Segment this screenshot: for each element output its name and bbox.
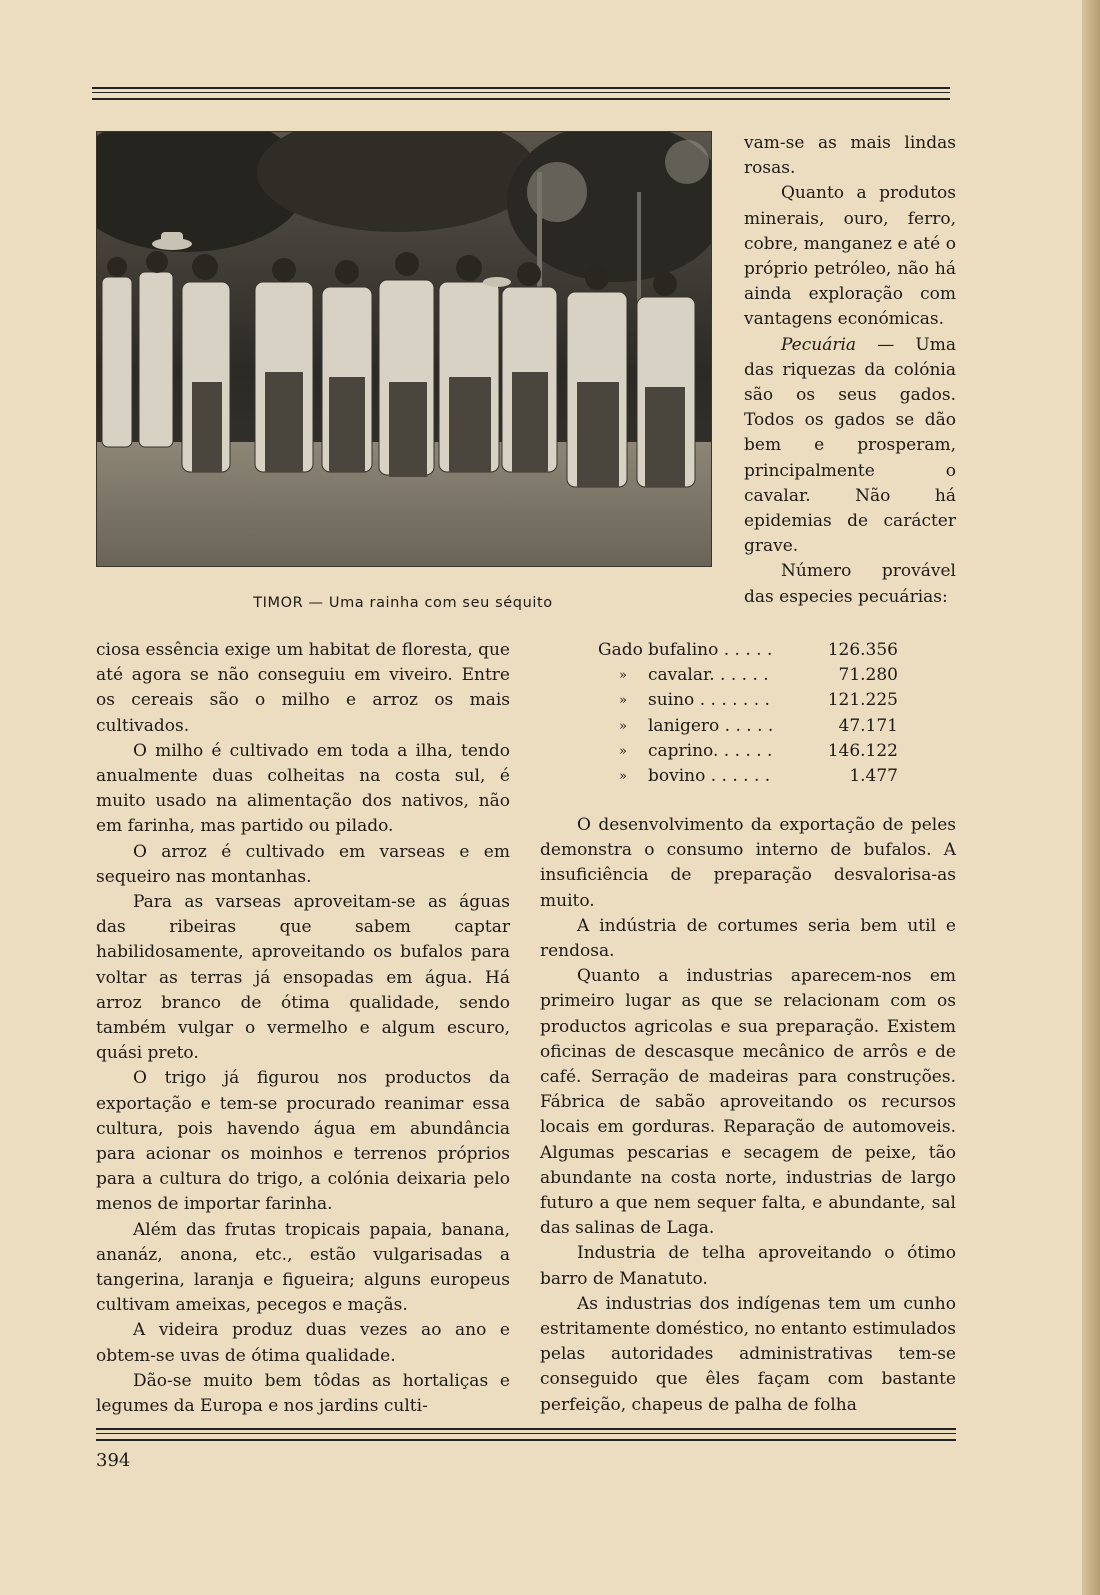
paragraph: O arroz é cultivado em varseas e em sequeiro nas montanhas.	[96, 841, 510, 887]
row-species: cavalar. . . . . .	[648, 665, 769, 686]
row-prefix: »	[619, 668, 627, 684]
row-species: suino . . . . . . .	[648, 690, 770, 711]
paragraph: As industrias dos indígenas tem um cunho estritamente doméstico, no entanto estimulados pelas autoridades administrativas tem-se conseguido que êles façam com bastante perfeição, chapeus de palha de folha	[540, 1293, 956, 1415]
paragraph: Dão-se muito bem tôdas as hortaliças e legumes da Europa e nos jardins culti-	[96, 1370, 510, 1417]
row-count: 71.280	[838, 665, 898, 686]
top-rule	[92, 87, 950, 100]
row-count: 146.122	[827, 740, 898, 761]
photo-caption: TIMOR — Uma rainha com seu séquito	[253, 595, 553, 611]
row-species: bufalino . . . . .	[648, 640, 773, 660]
row-count: 121.225	[827, 690, 898, 711]
table-row	[598, 739, 898, 764]
paragraph: O milho é cultivado em toda a ilha, tendo anualmente duas colheitas na costa sul, é muito usado na alimentação dos nativos, não em farinha, mas partido ou pilado.	[96, 740, 510, 837]
row-prefix: Gado	[598, 640, 643, 660]
paragraph: O desenvolvimento da exportação de peles demonstra o consumo interno de bufalos. A insuficiência de preparação desvalorisa-as muito.	[540, 815, 956, 911]
table-row	[598, 714, 898, 739]
table-row	[598, 638, 898, 663]
row-prefix: »	[619, 743, 627, 759]
table-row	[598, 688, 898, 713]
row-species: lanigero . . . . .	[648, 715, 774, 736]
right-column-bottom	[540, 813, 956, 1418]
livestock-table	[598, 638, 898, 789]
row-prefix: »	[619, 718, 627, 734]
paragraph: ciosa essência exige um habitat de floresta, que até agora se não conseguiu em viveiro. Entre os cereais são o milho e arroz os mais cultivados.	[96, 640, 510, 736]
right-column-top	[744, 131, 956, 610]
paragraph: Para as varseas aproveitam-se as águas das ribeiras que sabem captar habilidosamente, aproveitando os bufalos para voltar as terras já ensopadas em água. Há arroz branco de ótima qualidade, sendo também vulgar o vermelho e algum escuro, quási preto.	[96, 892, 510, 1064]
photograph	[96, 131, 712, 567]
page-number: 394	[96, 1450, 131, 1471]
bottom-rule	[96, 1428, 956, 1441]
row-prefix: »	[619, 768, 627, 784]
paragraph: A indústria de cortumes seria bem util e rendosa.	[540, 915, 956, 962]
table-row	[598, 663, 898, 688]
paragraph: vam-se as mais lindas rosas.	[744, 133, 956, 179]
paragraph: Quanto a produtos minerais, ouro, ferro, cobre, manganez e até o próprio petróleo, não há ainda exploração com vantagens económicas.	[744, 183, 956, 330]
row-count: 1.477	[849, 765, 898, 786]
row-species: bovino . . . . . .	[648, 765, 771, 786]
paragraph: O trigo já figurou nos productos da exportação e tem-se procurado reanimar essa cultura, pois havendo água em abundância para acionar os moinhos e terrenos próprios para a cultura do trigo, a colónia deixaria pelo menos de importar farinha.	[96, 1068, 510, 1215]
paragraph-pecuaria: Pecuária — Uma das riquezas da colónia são os seus gados. Todos os gados se dão bem e prosperam, principalmente o cavalar. Não há epidemias de carácter grave.	[744, 334, 956, 557]
paragraph: Número provável das especies pecuárias:	[744, 561, 956, 607]
row-count: 126.356	[827, 640, 898, 660]
row-prefix: »	[619, 693, 627, 709]
paragraph: Além das frutas tropicais papaia, banana, ananáz, anona, etc., estão vulgarisadas a tangerina, laranja e figueira; alguns europeus cultivam ameixas, pecegos e maçãs.	[96, 1219, 510, 1316]
paragraph: A videira produz duas vezes ao ano e obtem-se uvas de ótima qualidade.	[96, 1320, 510, 1366]
row-count: 47.171	[838, 715, 898, 736]
paragraph: Quanto a industrias aparecem-nos em primeiro lugar as que se relacionam com os productos agricolas e sua preparação. Existem oficinas de descasque mecânico de arrôs e de café. Serração de madeiras para construções. Fábrica de sabão aproveitando os recursos locais em gorduras. Reparação de automoveis. Algumas pescarias e secagem de peixe, tão abundante na costa norte, industrias de largo futuro a que nem sequer falta, e abundante, sal das salinas de Laga.	[540, 966, 956, 1239]
section-heading-pecuaria: Pecuária —	[781, 334, 895, 355]
row-species: caprino. . . . . .	[648, 740, 773, 761]
paragraph: Industria de telha aproveitando o ótimo barro de Manatuto.	[540, 1243, 956, 1289]
page-edge	[1082, 0, 1100, 1595]
table-row	[598, 764, 898, 789]
left-column	[96, 638, 510, 1419]
